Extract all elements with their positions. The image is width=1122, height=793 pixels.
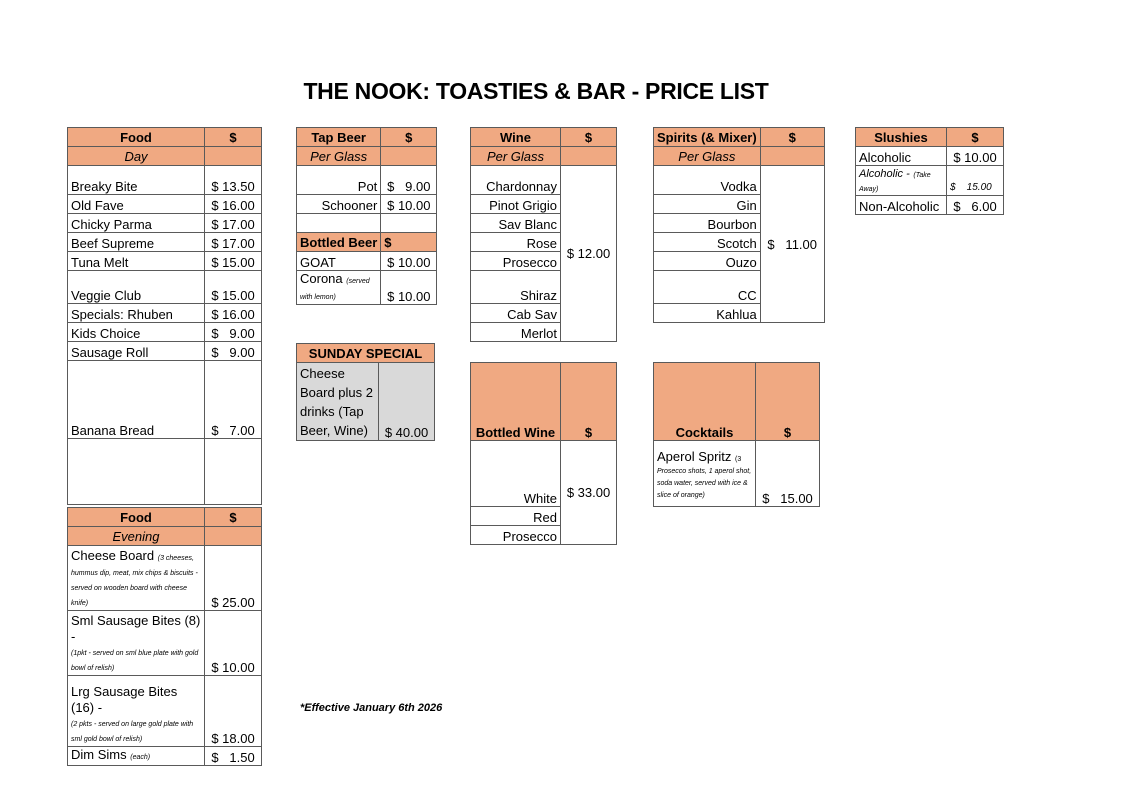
item-price: $ 15.00 <box>205 252 262 271</box>
list-item: Prosecco <box>471 526 561 545</box>
bottled-wine-price-header: $ <box>561 363 617 441</box>
table-row <box>654 441 820 507</box>
item-price: $ 10.00 <box>205 611 262 676</box>
tap-beer-header: Tap Beer <box>297 128 381 147</box>
item-price: $ 16.00 <box>205 195 262 214</box>
item-name: Breaky Bite <box>68 166 205 195</box>
item-detail: (1pkt - served on sml blue plate with gold bowl of relish) <box>71 650 199 672</box>
table-row <box>68 271 262 304</box>
item-detail: (Take Away) <box>859 172 931 193</box>
item-name: Sml Sausage Bites (8) - <box>71 613 201 644</box>
list-item: Bourbon <box>654 214 761 233</box>
item-name: Corona <box>300 271 343 286</box>
cocktails-header: Cocktails <box>654 363 756 441</box>
item-name: Alcoholic <box>856 147 947 166</box>
bottled-beer-price-header: $ <box>381 233 437 252</box>
spirits-price-header: $ <box>760 128 824 147</box>
list-item: Prosecco <box>471 252 561 271</box>
spirits-header: Spirits (& Mixer) <box>654 128 761 147</box>
sunday-special-description: Cheese Board plus 2 drinks (Tap Beer, Wine) <box>297 363 379 441</box>
cocktails-price-header: $ <box>756 363 820 441</box>
table-row <box>68 233 262 252</box>
slushies-price-header: $ <box>947 128 1004 147</box>
table-row <box>68 252 262 271</box>
food-day-table <box>67 127 262 505</box>
table-row <box>856 196 1004 215</box>
slushies-header: Slushies <box>856 128 947 147</box>
item-name: Cheese Board <box>71 548 155 563</box>
table-row <box>68 361 262 439</box>
item-detail: Prosecco shots, 1 aperol shot, soda water, served with ice & slice of orange) <box>657 468 752 499</box>
sunday-special-header: SUNDAY SPECIAL <box>297 344 435 363</box>
list-item: Pinot Grigio <box>471 195 561 214</box>
list-item: Scotch <box>654 233 761 252</box>
item-name: Non-Alcoholic <box>856 196 947 215</box>
table-row <box>297 166 437 195</box>
table-row <box>68 342 262 361</box>
effective-date-note: *Effective January 6th 2026 <box>300 702 443 714</box>
table-row <box>68 166 262 195</box>
item-price: $ 9.00 <box>381 166 437 195</box>
item-price: $ 16.00 <box>205 304 262 323</box>
item-price: $ 15.00 <box>947 166 1004 196</box>
table-row <box>68 546 262 611</box>
item-price: $ 25.00 <box>205 546 262 611</box>
item-price: $ 7.00 <box>205 361 262 439</box>
item-name: Dim Sims <box>71 747 127 762</box>
wine-price-header: $ <box>561 128 617 147</box>
table-row <box>68 195 262 214</box>
wine-subheader: Per Glass <box>471 147 561 166</box>
list-item: Cab Sav <box>471 304 561 323</box>
food-evening-table <box>67 507 262 766</box>
bottled-wine-price: $ 33.00 <box>561 441 617 545</box>
list-item: Sav Blanc <box>471 214 561 233</box>
table-row <box>68 323 262 342</box>
item-name: Banana Bread <box>68 361 205 439</box>
item-price: $ 17.00 <box>205 214 262 233</box>
sunday-special-table <box>296 343 435 441</box>
wine-table <box>470 127 617 342</box>
spirits-subheader: Per Glass <box>654 147 761 166</box>
bottled-wine-header: Bottled Wine <box>471 363 561 441</box>
item-price: $ 10.00 <box>947 147 1004 166</box>
list-item: Kahlua <box>654 304 761 323</box>
item-price: $ 13.50 <box>205 166 262 195</box>
list-item: White <box>471 441 561 507</box>
table-row <box>68 747 262 766</box>
wine-header: Wine <box>471 128 561 147</box>
food-day-price-header: $ <box>205 128 262 147</box>
page-title: THE NOOK: TOASTIES & BAR - PRICE LIST <box>303 78 769 104</box>
table-row <box>68 214 262 233</box>
bottled-wine-table <box>470 362 617 545</box>
item-price: $ 9.00 <box>205 342 262 361</box>
list-item: Vodka <box>654 166 761 195</box>
list-item: Gin <box>654 195 761 214</box>
item-detail: (2 pkts - served on large gold plate with sml gold bowl of relish) <box>71 721 194 743</box>
item-price: $ 6.00 <box>947 196 1004 215</box>
food-evening-subheader: Evening <box>68 527 205 546</box>
beer-table <box>296 127 437 305</box>
list-item: Rose <box>471 233 561 252</box>
item-name: Specials: Rhuben <box>68 304 205 323</box>
item-price: $ 15.00 <box>756 441 820 507</box>
item-price: $ 10.00 <box>381 195 437 214</box>
list-item: Shiraz <box>471 271 561 304</box>
item-name: Pot <box>297 166 381 195</box>
item-name: Chicky Parma <box>68 214 205 233</box>
item-price: $ 10.00 <box>381 271 437 305</box>
food-day-header: Food <box>68 128 205 147</box>
spirits-table <box>653 127 825 323</box>
food-day-subheader: Day <box>68 147 205 166</box>
item-price: $ 17.00 <box>205 233 262 252</box>
list-item: CC <box>654 271 761 304</box>
item-name: Old Fave <box>68 195 205 214</box>
list-item: Chardonnay <box>471 166 561 195</box>
item-detail: (each) <box>130 754 151 761</box>
item-name: Schooner <box>297 195 381 214</box>
food-evening-price-header: $ <box>205 508 262 527</box>
item-detail: (3 <box>735 456 742 463</box>
slushies-table <box>855 127 1004 215</box>
item-name: Lrg Sausage Bites (16) - <box>71 684 178 715</box>
table-row <box>68 611 262 676</box>
table-row <box>297 271 437 305</box>
spirits-price: $ 11.00 <box>760 166 824 323</box>
table-row <box>297 252 437 271</box>
item-price: $ 10.00 <box>381 252 437 271</box>
item-name: Veggie Club <box>68 271 205 304</box>
sunday-special-price: $ 40.00 <box>379 363 435 441</box>
table-row <box>68 676 262 747</box>
list-item: Ouzo <box>654 252 761 271</box>
tap-beer-price-header: $ <box>381 128 437 147</box>
table-row <box>856 166 1004 196</box>
food-evening-header: Food <box>68 508 205 527</box>
tap-beer-subheader: Per Glass <box>297 147 381 166</box>
item-name: Alcoholic - <box>859 168 910 180</box>
wine-price: $ 12.00 <box>561 166 617 342</box>
bottled-beer-header: Bottled Beer <box>297 233 381 252</box>
item-name: Tuna Melt <box>68 252 205 271</box>
item-name: Kids Choice <box>68 323 205 342</box>
table-row <box>68 304 262 323</box>
item-name: Sausage Roll <box>68 342 205 361</box>
item-detail: (served with lemon) <box>300 278 370 301</box>
item-name: Aperol Spritz <box>657 449 732 464</box>
item-price: $ 18.00 <box>205 676 262 747</box>
item-price: $ 9.00 <box>205 323 262 342</box>
item-detail: (3 cheeses, hummus dip, meat, mix chips & biscuits - served on wooden board with cheese knife) <box>71 555 198 607</box>
item-name: Beef Supreme <box>68 233 205 252</box>
cocktails-table <box>653 362 820 507</box>
item-price: $ 15.00 <box>205 271 262 304</box>
list-item: Red <box>471 507 561 526</box>
item-price: $ 1.50 <box>205 747 262 766</box>
table-row <box>856 147 1004 166</box>
item-name: GOAT <box>297 252 381 271</box>
table-row <box>297 195 437 214</box>
list-item: Merlot <box>471 323 561 342</box>
